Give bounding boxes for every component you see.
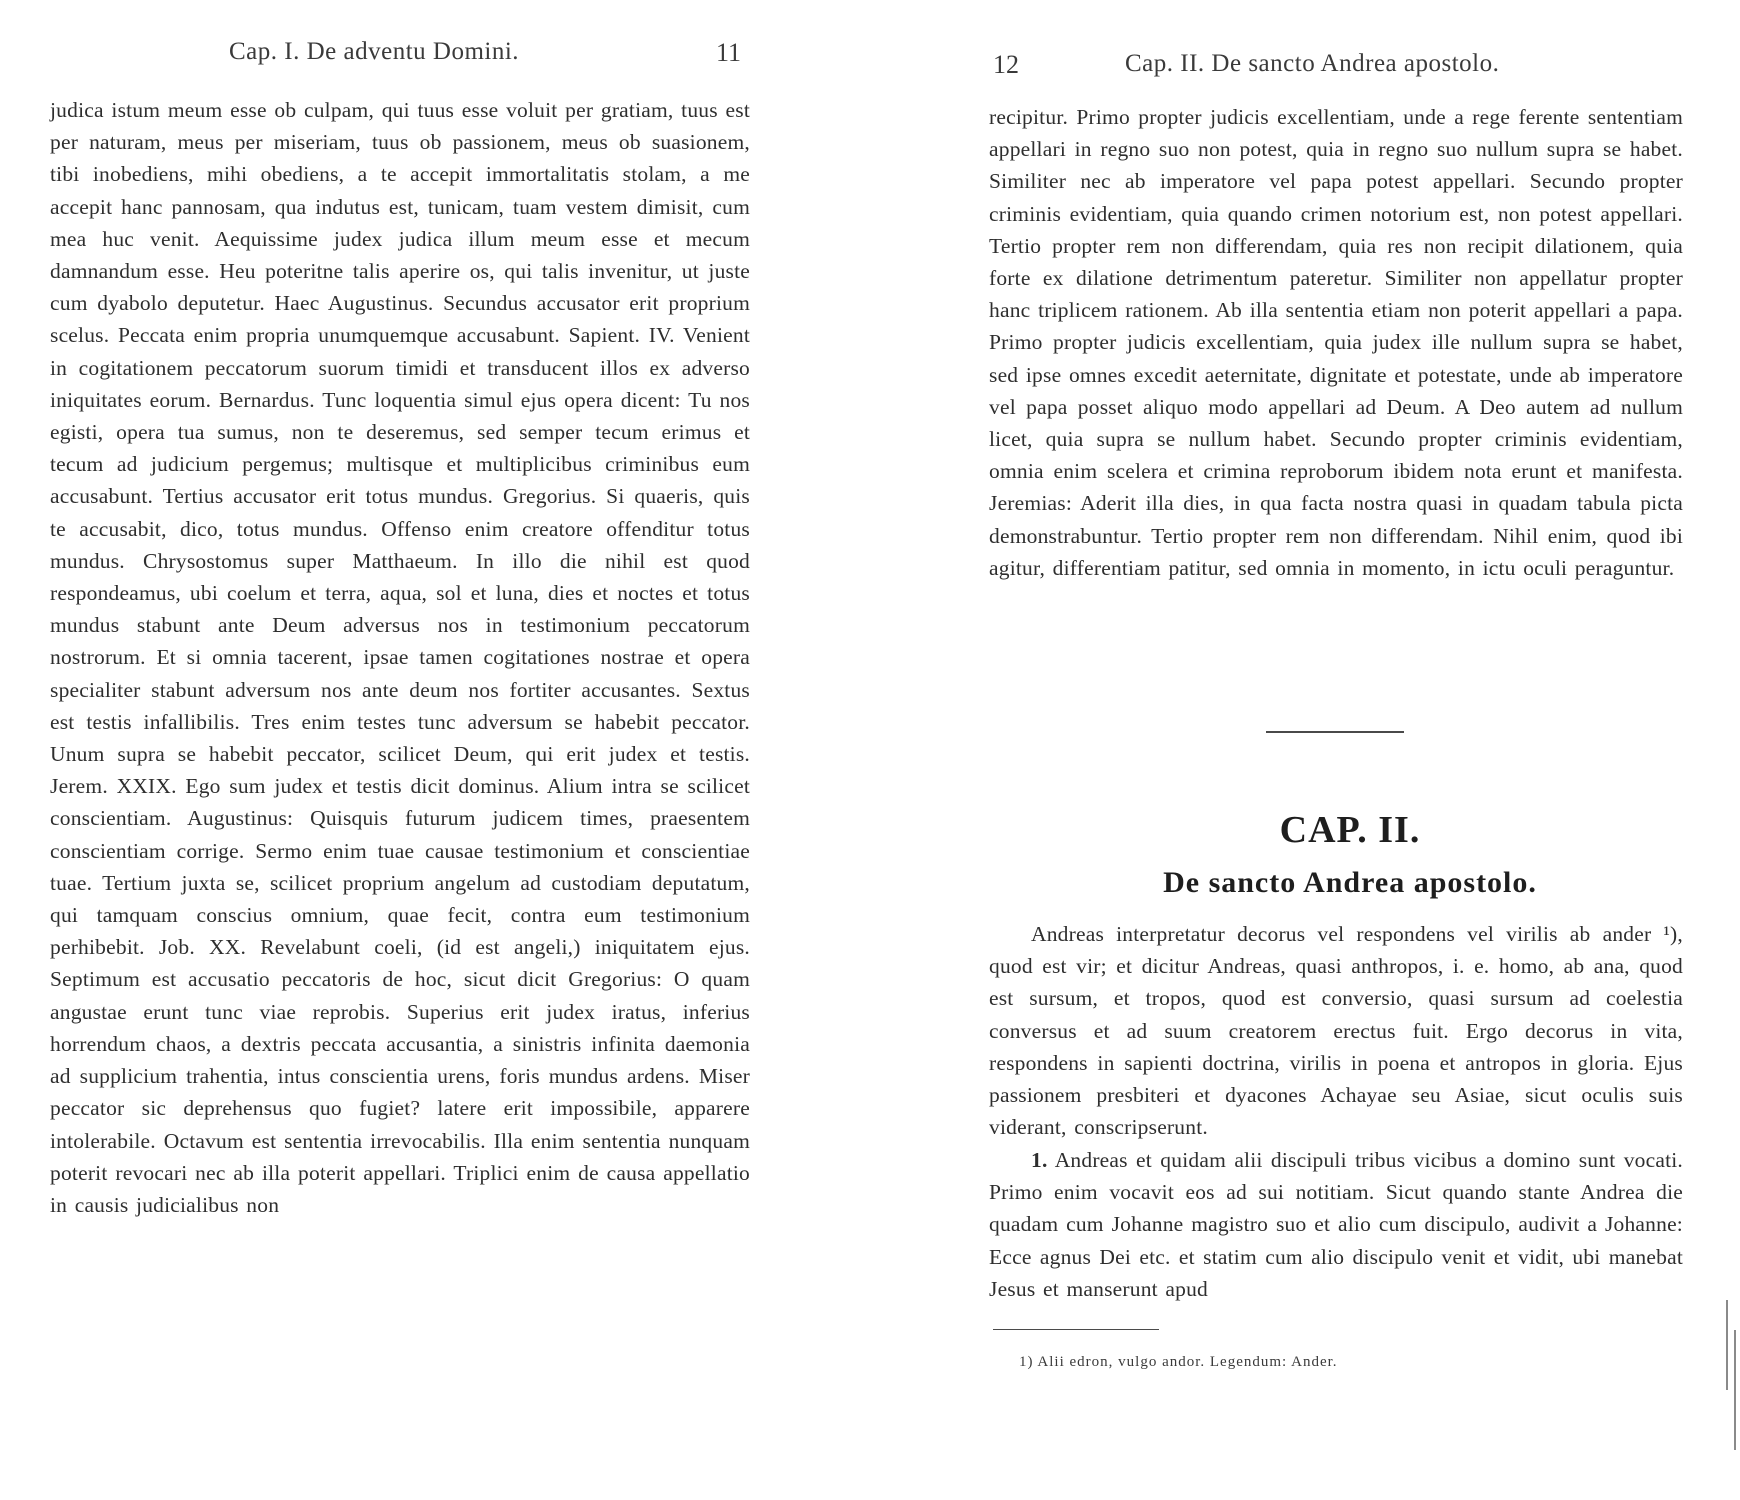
right-page — [960, 0, 1740, 1500]
chapter-subtitle: De sancto Andrea apostolo. — [1163, 866, 1537, 899]
section-paragraph — [989, 1144, 1683, 1305]
right-page-continued-text — [989, 101, 1683, 584]
page-edge-mark — [1734, 1330, 1736, 1450]
left-page-body — [50, 94, 750, 1221]
section-text: Andreas et quidam alii discipuli tribus vicibus a domino sunt vocati. Primo enim vocavit eos ad sui notitiam. Sicut quando stante Andrea die quadam cum Johanne magistro suo et alio cum discipulo, audivit a Johanne: Ecce agnus Dei etc. et statim cum alio discipulo venit et vidit, ubi manebat Jesus et manserunt apud — [989, 1148, 1684, 1301]
chapter-intro — [989, 918, 1683, 1143]
page-number-left: 11 — [716, 38, 742, 67]
footnote-rule — [993, 1329, 1159, 1330]
section-divider — [1266, 731, 1404, 733]
body-paragraph: recipitur. Primo propter judicis excellentiam, unde a rege ferente sententiam appellari in regno suo non potest, quia in regno suo nullum supra se habet. Similiter nec ab imperatore vel papa potest appellari. Secundo propter criminis evidentiam, quia quando crimen notorium est, non potest appellari. Tertio propter rem non differendam, quia res non recipit dilationem, quia forte ex dilatione detrimentum pateretur. Similiter non appellatur propter hanc triplicem rationem. Ab illa sententia etiam non poterit appellari a papa. Primo propter judicis excellentiam, quia judex ille nullum supra se habet, sed ipse omnes excedit aeternitate, dignitate et potestate, unde ab imperatore vel papa posset aliquo modo appellari ad Deum. A Deo autem ad nullum licet, quia supra se nullum habet. Secundo propter criminis evidentiam, omnia enim scelera et crimina reproborum ibidem nota erunt et manifesta. Jeremias: Aderit illa dies, in qua facta nostra quasi in quadam tabula picta demonstrabuntur. Tertio propter rem non differendam. Nihil enim, quod ibi agitur, differentiam patitur, sed omnia in momento, in ictu oculi peraguntur. — [989, 105, 1683, 580]
page-edge-mark — [1726, 1300, 1728, 1390]
section-number: 1. — [1031, 1148, 1048, 1172]
running-head-right: Cap. II. De sancto Andrea apostolo. — [1125, 50, 1500, 77]
chapter-heading: CAP. II. — [1279, 809, 1421, 851]
intro-paragraph: Andreas interpretatur decorus vel respondens vel virilis ab ander ¹), quod est vir; et dicitur Andreas, quasi anthropos, i. e. homo, ab ana, quod est sursum, et tropos, quod est conversio, quasi sursum ad coelestia conversus et ad suum creatorem erectus fuit. Ergo decorus in vita, respondens in sapienti doctrina, virilis in poena et antropos in gloria. Ejus passionem presbiteri et dyacones Achayae seu Asiae, sicut oculis suis viderant, conscripserunt. — [989, 922, 1683, 1140]
section-one — [989, 1144, 1683, 1305]
running-head-left: Cap. I. De adventu Domini. — [229, 38, 520, 65]
footnote: 1) Alii edron, vulgo andor. Legendum: Ander. — [1019, 1354, 1338, 1370]
page-number-right: 12 — [993, 50, 1019, 79]
body-paragraph: judica istum meum esse ob culpam, qui tuus esse voluit per gratiam, tuus est per naturam, meus per miseriam, tuus ob passionem, meus ob suasionem, tibi inobediens, mihi obediens, a te accepit immortalitatis stolam, a me accepit hanc pannosam, qua indutus est, tunicam, tuam vestem dimisit, cum mea huc venit. Aequissime judex judica illum meum esse et mecum damnandum esse. Heu poteritne talis aperire os, qui talis invenitur, ut juste cum dyabolo deputetur. Haec Augustinus. Secundus accusator erit proprium scelus. Peccata enim propria unumquemque accusabunt. Sapient. IV. Venient in cogitationem peccatorum suorum timidi et transducent illos ex adverso iniquitates eorum. Bernardus. Tunc loquentia simul ejus opera dicent: Tu nos egisti, opera tua sumus, non te deseremus, sed semper tecum erimus et tecum ad judicium pergemus; multisque et multiplicibus criminibus eum accusabunt. Tertius accusator erit totus mundus. Gregorius. Si quaeris, quis te accusabit, dico, totus mundus. Offenso enim creatore offenditur totus mundus. Chrysostomus super Matthaeum. In illo die nihil est quod respondeamus, ubi coelum et terra, aqua, sol et luna, dies et noctes et totus mundus stabunt ante Deum adversus nos in testimonium peccatorum nostrorum. Et si omnia tacerent, ipsae tamen cogitationes nostrae et opera specialiter stabunt adversum nos ante deum nos fortiter accusantes. Sextus est testis infallibilis. Tres enim testes tunc adversum se habebit peccator. Unum supra se habebit peccator, scilicet Deum, qui erit judex et testis. Jerem. XXIX. Ego sum judex et testis dicit dominus. Alium intra se scilicet conscientiam. Augustinus: Quisquis futurum judicem times, praesentem conscientiam corrige. Sermo enim tuae causae testimonium et conscientiae tuae. Tertium juxta se, scilicet proprium angelum ad custodiam deputatum, qui tamquam conscius omnium, quae fecit, contra eum testimonium perhibebit. Job. XX. Revelabunt coeli, (id est angeli,) iniquitatem ejus. Septimum est accusatio peccatoris de hoc, sicut dicit Gregorius: O quam angustae erunt tunc viae reprobis. Superius erit judex iratus, inferius horrendum chaos, a dextris peccata accusantia, a sinistris infinita daemonia ad supplicium trahentia, intus conscientia urens, foris mundus ardens. Miser peccator sic deprehensus quo fugiet? latere erit impossibile, apparere intolerabile. Octavum est sententia irrevocabilis. Illa enim sententia nunquam poterit revocari nec ab illa poterit appellari. Triplici enim de causa appellatio in causis judicialibus non — [50, 98, 750, 1217]
